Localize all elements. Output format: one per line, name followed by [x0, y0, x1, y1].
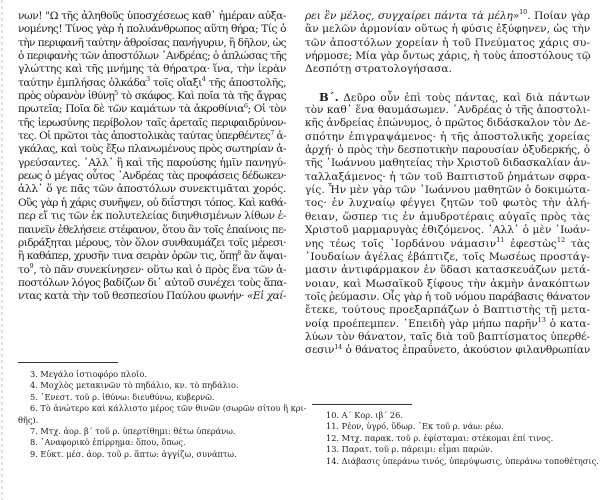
text-line: ᾿Ιουδαίων ἀγέλας ἐβάπτιζε, τοῖς Μωσέως προστάγ-	[305, 250, 590, 263]
left-column	[18, 10, 286, 304]
text: πρωτεῖα; Ποῖα δὲ τῶν καμάτων τὰ ἀκροθίνια	[18, 103, 244, 116]
footnote-ref-12[interactable]: 12	[556, 235, 566, 244]
text: ταύτην ἐμπλήσας ὁλκάδα	[18, 76, 146, 89]
text: ὁ κατα-	[545, 317, 591, 330]
text-line: Χριστοῦ μαρμαρυγὰς ἐθιζόμενος. ᾿Αλλ᾽ ὁ μὲν ᾿Ιωάν-	[305, 224, 590, 237]
scan-edge-dots	[1, 0, 3, 500]
text-line	[305, 318, 590, 331]
footnote-ref-7[interactable]: 7	[270, 128, 274, 137]
right-column	[305, 10, 590, 358]
text: ὁ θάνατος ἐπραΰνετο, ἀκούσιον φιλανθρωπίαν	[341, 344, 590, 357]
text-line	[18, 264, 286, 277]
quotation-italic: ρει ἓν μέλος, συγχαίρει πάντα τὰ μέλη»	[305, 10, 520, 22]
text: σεσιν	[305, 344, 335, 357]
text-line: ἂν μελῶν ἁρμονίαν οὕτως ἡ φύσις ἐξύφηνεν, ὡς τὴν	[305, 23, 591, 36]
text-line: ταλλαξάμενος· ἡ τῶν τοῦ Βαπτιστοῦ ῥημάτων σφρα-	[305, 170, 590, 183]
text-line: ποστόλων λόγος βαδίζων δι᾽ αὐτοῦ συνέχει τοὺς ἅπα-	[18, 276, 287, 289]
footnote-11: 11. Ρέον, ὑγρό, ὕδωρ. ᾿Εκ τοῦ ρ. νάω: ρέω.	[326, 421, 504, 432]
text-line: Οὓς γὰρ ἡ χάρις συνῆψεν, οὐ διΐστησι τόπος. Καὶ καθά-	[18, 196, 286, 209]
footnote-9: 9. Εὐκτ. μέσ. ἀορ. τοῦ ρ. ἅπτω: ἀγγίζω, συνάπτω.	[30, 448, 237, 459]
text-line: νων! "Ω τῆς ἀληθοῦς ὑποσχέσεως καθ᾽ ἡμέραν αὐξα-	[18, 10, 286, 22]
text: νης τέως τοῖς ᾿Ιορδάνου νάμασιν	[305, 237, 497, 250]
footnote-ref-8[interactable]: 8	[237, 248, 241, 257]
text-line	[305, 91, 590, 104]
footnotes-left	[18, 369, 306, 460]
text-line: σπότην ἐπιγραψάμενος· ἡ τῆς ἀποστολικῆς χορείας	[305, 130, 590, 143]
text: τες. Οἱ πρῶτοι τὰς ἀποστολικὰς ταύτας ὑπερθέντες	[18, 130, 271, 143]
section-mark: Β΄.	[319, 89, 339, 104]
footnote-4: 4. Μοχλὸς μετακινῶν τὸ πηδάλιο, κν. τὸ πηδάλιο.	[30, 380, 239, 391]
text-line: τοῖς ῥεύμασιν. Οἷς γὰρ ἡ τοῦ νόμου παράβασις θάνατον	[305, 290, 590, 303]
quotation-italic: «Εἰ χαί-	[246, 290, 286, 303]
text: το	[18, 263, 30, 276]
text-line: κῆς ἀνδρείας ἐπώνυμος, ὁ πρῶτος διδάσκαλον τὸν Δε-	[305, 117, 591, 130]
text-line: ἔτεκε, τούτους προεξαρπάζων ὁ Βαπτιστὴς τῇ μετα-	[305, 304, 590, 317]
text-line: Δεσπότῃ στρατολογήσασα.	[305, 63, 453, 76]
text-line: τὸν καθ᾽ ἕνα θαυμάσωμεν. ᾿Ανδρέας ὁ τῆς ἀποστολι-	[305, 104, 590, 117]
paragraph-gap	[305, 77, 590, 91]
text-line: ρεως ὁ μέγας οὗτος ᾿Ανδρέας τὰς προφάσεις δέδωκεν·	[18, 170, 286, 183]
text-line: ὁ περιφανὴς τῶν ἀποστόλων ᾿Ανδρέας; ὁ ἁπλώσας τῆς	[18, 50, 287, 63]
footnote-8: 8. ᾿Αναφορικὸ ἐπίρρημα: ὅπου, ὅπως.	[30, 437, 186, 448]
text-line	[18, 103, 286, 116]
text-line: περ εἴ τις τῶν ἐκ πολυτελείας διηνθισμένων λίθων ἐ-	[18, 210, 286, 223]
text-line: θειαν, ὥσπερ τις ἐν ἀμυδροτέραις αὐγαῖς πρὸς τὰς	[305, 210, 590, 223]
text-line: ριδράξηται μέρους, τὸν ὅλον συνθαυμάζει τοῖς μέρεσι·	[18, 236, 286, 249]
text-line: τῆς ᾿Ιωάννου μαθητείας τὴν Χριστοῦ διδασκαλίαν ἀν-	[305, 157, 590, 170]
text: τοῖς οἴαξι	[149, 76, 202, 89]
text-line: τῆς ἱερωσύνης περίβολον ταῖς ἀρεταῖς περιφαιδρύνον-	[18, 116, 286, 129]
footnote-rule	[18, 362, 118, 363]
footnote-ref-14[interactable]: 14	[334, 342, 342, 351]
text-line: γρεύσαντες. ᾿Αλλ᾽ ἢ καὶ τῆς παρούσης ἡμῖν πανηγύ-	[18, 156, 286, 169]
footnote-3: 3. Μεγάλο ἱστιοφόρο πλοῖο.	[30, 369, 147, 379]
footnote-7: 7. Μτχ. ἀορ. β΄ τοῦ ρ. ὑπερτίθημι: θέτω ὑπεράνω.	[30, 425, 236, 436]
text: ἂν ἅψαι-	[240, 250, 286, 263]
text: τῆς ἀποστολῆς,	[205, 76, 286, 89]
text-line: ἀρχή· ὁ πρὸς τὴν δεσποτικὴν παρουσίαν ὀξυδερκής, ὁ	[305, 144, 590, 157]
text-line	[18, 77, 286, 90]
text-line	[18, 250, 286, 263]
text: ντας κατὰ τὴν τοῦ θεσπεσίου Παύλου φωνήν·	[18, 290, 245, 303]
text-line: τῶν ἀποστόλων χορείαν ἡ τοῦ Πνεύματος χάρις συ-	[305, 36, 590, 49]
text-line	[305, 10, 590, 23]
text-line: τος· ἐν λυχναίῳ φέγγει ζητῶν τοῦ φωτὸς τὴν ἀλή-	[305, 197, 590, 210]
text: . Ποίαν γὰρ	[527, 10, 590, 22]
footnote-ref-3[interactable]: 3	[145, 75, 150, 84]
text-line: γλώττης καὶ τῆς μνήμης τὰ θήρατρα· ἵνα, τὴν ἱερὰν	[18, 63, 286, 76]
footnote-10: 10. Α΄ Κορ. ιβ΄ 26.	[326, 410, 403, 420]
text-line	[18, 290, 286, 303]
footnote-ref-10[interactable]: 10	[519, 8, 528, 17]
text-line	[305, 235, 591, 251]
text-line: ἀλλ᾽ ὅ γε πᾶς τῶν ἀποστόλων συνεκτιμᾶται χορός.	[18, 183, 286, 196]
text-line: τὴν περιφανῆ ταύτην ἀθροίσας πανήγυριν, ἢ δῆλον, ὡς	[18, 36, 286, 49]
text: τὸ σκάφος. Καὶ ποῖα τὰ τῆς ἄγρας	[117, 90, 286, 103]
footnote-6: 6. Τὸ ἀνώτερο καὶ κάλλιστο μέρος τῶν θινῶν (σωρῶν σίτου ἢ κρι-	[30, 403, 307, 414]
text-line: γκάλας, καὶ τοὺς ἔξω πλανωμένους πρὸς σωτηρίαν ἀ-	[18, 143, 286, 156]
footnote-14: 14. Διάβασις ὑπεράνω τινός, ὑπερύψωσις, ὑπεράνω τοποθέτησις.	[326, 455, 599, 466]
text: ἢ καθάπερ, χρυσῆν τινα σειρὰν ὁρῶν τις, ὅπῃ	[18, 250, 238, 263]
footnote-5: 5. ᾿Ενεστ. τοῦ ρ. ἰθύνω: διευθύνω, κυβερνῶ.	[30, 391, 215, 402]
text-line: νήρμοσε; Μία γὰρ ὄντως χάρις, ἡ τοὺς ἀποστόλους τῷ	[305, 50, 591, 63]
text: νοίᾳ προέπεμπεν. ᾿Επειδὴ γὰρ μήπω παρῆν	[305, 317, 538, 330]
text-line: παινεῖν ἐθελήσειε στέφανον, ὅτου ἂν τοῖς ἐπαίνοις πε-	[18, 223, 286, 236]
text: Δεῦρο οὖν ἐπὶ τοὺς πάντας, καὶ διὰ πάντων	[338, 91, 590, 104]
text: ; Οἱ τὸν	[247, 103, 286, 116]
text-line: νοιαν, καὶ Μωσαϊκοῦ ξίφους τὴν ἀκμὴν ἀνακόπτων	[305, 277, 590, 290]
text: πρὸς οὐρανὸν ἰθύνῃ	[18, 90, 115, 103]
footnote-6-continued: θῆς).	[18, 414, 39, 425]
text-line	[305, 344, 590, 357]
footnote-rule	[312, 404, 412, 405]
footnote-ref-6[interactable]: 6	[243, 101, 248, 110]
text-line: λύων τὸν θάνατον, ταῖς διὰ τοῦ βαπτίσματος ὑπερθέ-	[305, 330, 590, 343]
text: ἀ-	[273, 130, 287, 143]
footnotes-right	[326, 410, 599, 467]
text: τὰς	[565, 237, 591, 250]
footnote-ref-13[interactable]: 13	[537, 316, 546, 325]
text-line: γίς. Ἦν μὲν γὰρ τῶν ᾿Ιωάννου μαθητῶν ὁ δοκιμώτα-	[305, 184, 590, 197]
footnote-ref-9[interactable]: 9	[29, 262, 34, 270]
text: ἐφεστὼς	[504, 237, 557, 250]
text-line: νομένης! Τίνος γὰρ ἡ πολυάνθρωπος αὕτη θήρα; Τίς ὁ	[18, 23, 286, 36]
text: , τὸ πᾶν συνεκίνησεν· οὕτω καὶ ὁ πρὸς ἕνα τῶν ἀ-	[33, 263, 287, 276]
footnote-ref-4[interactable]: 4	[201, 75, 206, 84]
footnote-ref-5[interactable]: 5	[114, 88, 118, 97]
footnote-12: 12. Μτχ. παρακ. τοῦ ρ. ἐφίσταμαι: στέκομαι ἐπί τινος.	[326, 432, 554, 443]
footnote-ref-11[interactable]: 11	[496, 235, 505, 244]
text-line	[18, 130, 286, 143]
text-line: μασιν ἀντιφάρμακον ἐν ὕδασι κατασκευάζων μετά-	[305, 264, 590, 277]
footnote-13: 13. Παρατ. τοῦ ρ. πάρειμι: εἶμαι παρών.	[326, 444, 493, 455]
